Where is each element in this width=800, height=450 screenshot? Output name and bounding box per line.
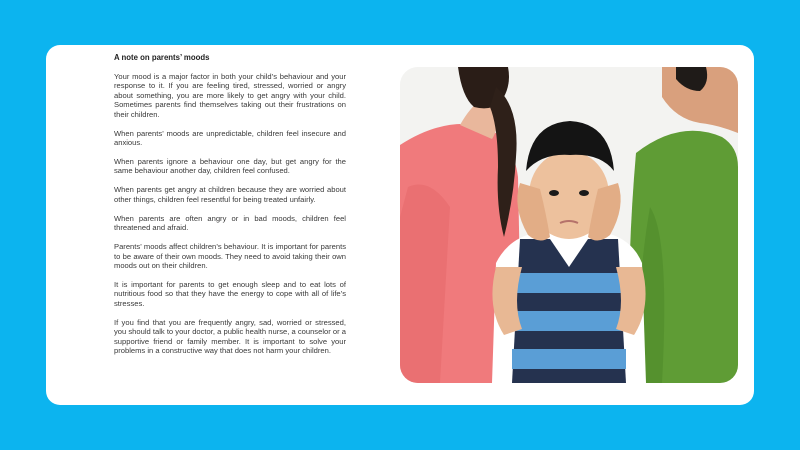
paragraph: Your mood is a major factor in both your child’s behaviour and your response to it. If you are feeling tired, stressed, worried or angry about something, you are more likely to get angry with your child. Sometimes parents find themselves taking out their frustrations on their children. xyxy=(114,72,346,119)
paragraph: When parents ignore a behaviour one day, but get angry for the same behaviour another day, children feel confused. xyxy=(114,157,346,176)
paragraph: When parents are often angry or in bad moods, children feel threatened and afraid. xyxy=(114,213,346,233)
paragraph: If you find that you are frequently angry, sad, worried or stressed, you should talk to your doctor, a public health nurse, a counselor or a supportive friend or family member. It is important to solve your problems in a constructive way that does not harm your children. xyxy=(114,317,346,356)
photo-illustration xyxy=(400,67,738,383)
parents-and-child-photo xyxy=(400,67,738,383)
paragraph: When parents get angry at children because they are worried about other things, children feel resentful for being treated unfairly. xyxy=(114,185,346,204)
content-card xyxy=(46,45,754,405)
paragraph: When parents’ moods are unpredictable, children feel insecure and anxious. xyxy=(114,128,346,148)
paragraph: Parents’ moods affect children’s behaviour. It is important for parents to be aware of their own moods. They need to avoid taking their own moods out on their children. xyxy=(114,242,346,271)
article-text xyxy=(114,53,346,365)
article-title: A note on parents’ moods xyxy=(114,53,210,62)
paragraph: It is important for parents to get enough sleep and to eat lots of nutritious food so that they have the energy to cope with all of life’s stresses. xyxy=(114,280,346,308)
